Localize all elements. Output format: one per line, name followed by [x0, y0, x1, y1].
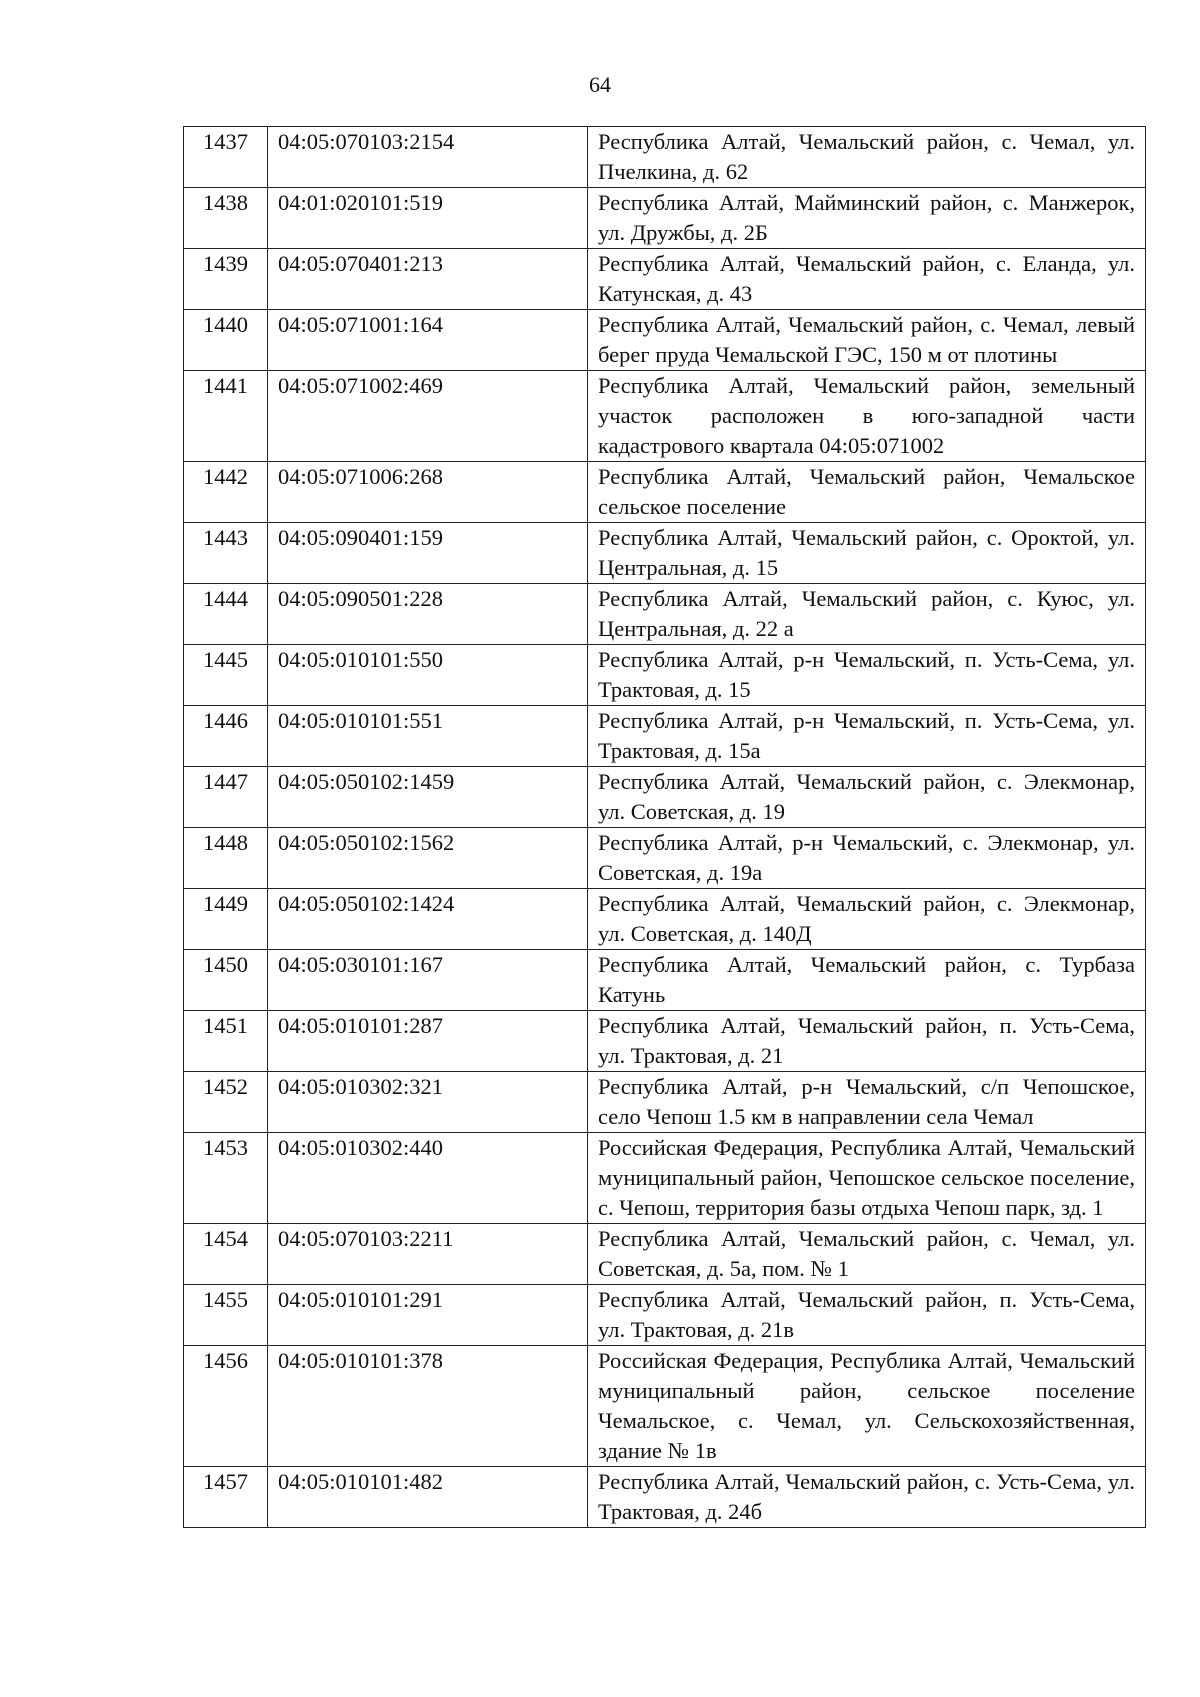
address-cell: Российская Федерация, Республика Алтай, Чемальский муниципальный район, Чепошское сельское поселение, с. Чепош, территория базы отдыха Чепош парк, зд. 1: [588, 1133, 1146, 1224]
table-row: [184, 767, 1146, 828]
address-cell: Республика Алтай, Чемальский район, Чемальское сельское поселение: [588, 462, 1146, 523]
table-row: [184, 249, 1146, 310]
address-cell: Республика Алтай, Чемальский район, с. Турбаза Катунь: [588, 950, 1146, 1011]
cadastral-number-cell: 04:05:071002:469: [268, 371, 588, 462]
address-cell: Республика Алтай, Майминский район, с. Манжерок, ул. Дружбы, д. 2Б: [588, 188, 1146, 249]
row-number-cell: 1444: [184, 584, 268, 645]
table-row: [184, 706, 1146, 767]
row-number-cell: 1452: [184, 1072, 268, 1133]
address-cell: Республика Алтай, Чемальский район, с. Элекмонар, ул. Советская, д. 19: [588, 767, 1146, 828]
table-row: [184, 127, 1146, 188]
table-row: [184, 1133, 1146, 1224]
table-row: [184, 310, 1146, 371]
cadastral-number-cell: 04:05:070103:2211: [268, 1224, 588, 1285]
cadastral-number-cell: 04:05:010302:440: [268, 1133, 588, 1224]
row-number-cell: 1456: [184, 1346, 268, 1467]
address-cell: Республика Алтай, Чемальский район, с. Чемал, ул. Пчелкина, д. 62: [588, 127, 1146, 188]
cadastral-number-cell: 04:05:050102:1562: [268, 828, 588, 889]
cadastral-number-cell: 04:05:030101:167: [268, 950, 588, 1011]
table-row: [184, 188, 1146, 249]
address-cell: Республика Алтай, Чемальский район, земельный участок расположен в юго-западной части кадастрового квартала 04:05:071002: [588, 371, 1146, 462]
cadastral-number-cell: 04:05:010101:551: [268, 706, 588, 767]
cadastral-number-cell: 04:05:010302:321: [268, 1072, 588, 1133]
table-row: [184, 584, 1146, 645]
address-cell: Республика Алтай, Чемальский район, с. Еланда, ул. Катунская, д. 43: [588, 249, 1146, 310]
registry-table: [183, 126, 1146, 1528]
cadastral-number-cell: 04:05:010101:291: [268, 1285, 588, 1346]
row-number-cell: 1446: [184, 706, 268, 767]
row-number-cell: 1441: [184, 371, 268, 462]
cadastral-number-cell: 04:05:070103:2154: [268, 127, 588, 188]
row-number-cell: 1455: [184, 1285, 268, 1346]
table-row: [184, 523, 1146, 584]
page-number: 64: [589, 72, 611, 97]
address-cell: Республика Алтай, р-н Чемальский, с. Элекмонар, ул. Советская, д. 19а: [588, 828, 1146, 889]
address-cell: Республика Алтай, р-н Чемальский, с/п Чепошское, село Чепош 1.5 км в направлении села Чемал: [588, 1072, 1146, 1133]
table-row: [184, 950, 1146, 1011]
cadastral-number-cell: 04:05:010101:482: [268, 1467, 588, 1528]
cadastral-number-cell: 04:05:090401:159: [268, 523, 588, 584]
cadastral-number-cell: 04:05:071001:164: [268, 310, 588, 371]
address-cell: Республика Алтай, Чемальский район, с. Элекмонар, ул. Советская, д. 140Д: [588, 889, 1146, 950]
row-number-cell: 1443: [184, 523, 268, 584]
table-row: [184, 371, 1146, 462]
address-cell: Республика Алтай, Чемальский район, с. Чемал, ул. Советская, д. 5а, пом. № 1: [588, 1224, 1146, 1285]
cadastral-number-cell: 04:05:010101:550: [268, 645, 588, 706]
address-cell: Республика Алтай, Чемальский район, с. Чемал, левый берег пруда Чемальской ГЭС, 150 м от плотины: [588, 310, 1146, 371]
row-number-cell: 1448: [184, 828, 268, 889]
row-number-cell: 1449: [184, 889, 268, 950]
row-number-cell: 1457: [184, 1467, 268, 1528]
address-cell: Республика Алтай, Чемальский район, с. Ороктой, ул. Центральная, д. 15: [588, 523, 1146, 584]
row-number-cell: 1445: [184, 645, 268, 706]
table-row: [184, 828, 1146, 889]
address-cell: Республика Алтай, Чемальский район, п. Усть-Сема, ул. Трактовая, д. 21в: [588, 1285, 1146, 1346]
cadastral-number-cell: 04:05:050102:1459: [268, 767, 588, 828]
table-row: [184, 1285, 1146, 1346]
row-number-cell: 1442: [184, 462, 268, 523]
cadastral-number-cell: 04:05:090501:228: [268, 584, 588, 645]
row-number-cell: 1439: [184, 249, 268, 310]
row-number-cell: 1440: [184, 310, 268, 371]
row-number-cell: 1450: [184, 950, 268, 1011]
table-row: [184, 889, 1146, 950]
address-cell: Республика Алтай, р-н Чемальский, п. Усть-Сема, ул. Трактовая, д. 15: [588, 645, 1146, 706]
table-row: [184, 1346, 1146, 1467]
row-number-cell: 1454: [184, 1224, 268, 1285]
address-cell: Республика Алтай, р-н Чемальский, п. Усть-Сема, ул. Трактовая, д. 15а: [588, 706, 1146, 767]
cadastral-number-cell: 04:05:071006:268: [268, 462, 588, 523]
table-row: [184, 1467, 1146, 1528]
cadastral-number-cell: 04:05:050102:1424: [268, 889, 588, 950]
address-cell: Республика Алтай, Чемальский район, п. Усть-Сема, ул. Трактовая, д. 21: [588, 1011, 1146, 1072]
table-row: [184, 645, 1146, 706]
row-number-cell: 1451: [184, 1011, 268, 1072]
row-number-cell: 1438: [184, 188, 268, 249]
row-number-cell: 1437: [184, 127, 268, 188]
address-cell: Республика Алтай, Чемальский район, с. Куюс, ул. Центральная, д. 22 а: [588, 584, 1146, 645]
row-number-cell: 1453: [184, 1133, 268, 1224]
cadastral-number-cell: 04:05:010101:378: [268, 1346, 588, 1467]
cadastral-number-cell: 04:05:070401:213: [268, 249, 588, 310]
table-row: [184, 1224, 1146, 1285]
cadastral-number-cell: 04:01:020101:519: [268, 188, 588, 249]
cadastral-number-cell: 04:05:010101:287: [268, 1011, 588, 1072]
table-row: [184, 1011, 1146, 1072]
table-row: [184, 1072, 1146, 1133]
registry-table-body: [184, 127, 1146, 1528]
address-cell: Республика Алтай, Чемальский район, с. Усть-Сема, ул. Трактовая, д. 24б: [588, 1467, 1146, 1528]
table-row: [184, 462, 1146, 523]
address-cell: Российская Федерация, Республика Алтай, Чемальский муниципальный район, сельское поселение Чемальское, с. Чемал, ул. Сельскохозяйственная, здание № 1в: [588, 1346, 1146, 1467]
row-number-cell: 1447: [184, 767, 268, 828]
